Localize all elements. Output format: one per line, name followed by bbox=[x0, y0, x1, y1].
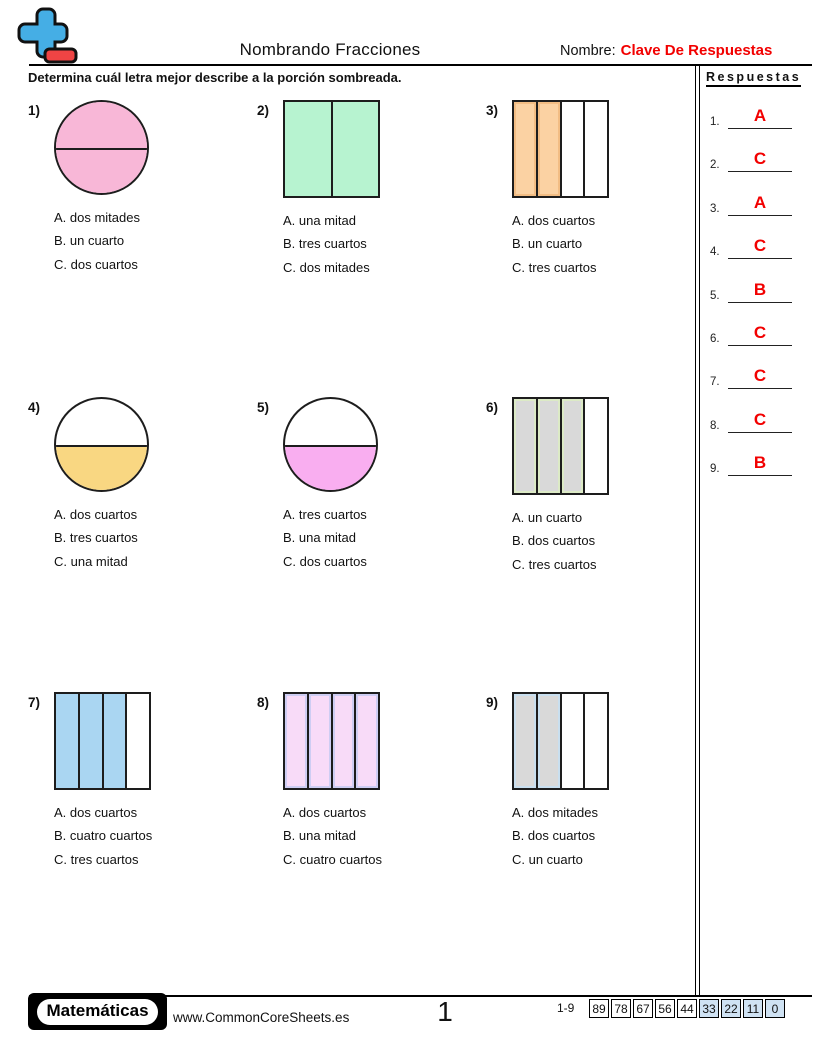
grid-cell-shaded bbox=[562, 399, 586, 493]
choice-c: C. dos cuartos bbox=[283, 553, 367, 569]
answer-row-8 bbox=[706, 403, 792, 433]
grid-cell-shaded bbox=[56, 694, 80, 788]
grid-shape bbox=[283, 692, 380, 790]
choice-c: C. dos mitades bbox=[283, 259, 370, 275]
choice-c: C. un cuarto bbox=[512, 851, 583, 867]
answer-rows bbox=[706, 99, 796, 519]
answer-line bbox=[728, 302, 792, 303]
choice-list bbox=[54, 801, 254, 871]
score-box: 22 bbox=[721, 999, 741, 1018]
problem-number: 8) bbox=[257, 695, 270, 710]
answer-number: 6. bbox=[710, 333, 720, 345]
choice-a: A. dos cuartos bbox=[283, 805, 367, 820]
circle-shape bbox=[54, 397, 149, 492]
answer-letter: C bbox=[753, 409, 767, 429]
answer-line bbox=[728, 432, 792, 433]
grid-cell-shaded bbox=[285, 694, 309, 788]
choice-c: C. tres cuartos bbox=[512, 556, 597, 572]
choice-c: C. cuatro cuartos bbox=[283, 851, 382, 867]
grid-shape bbox=[512, 692, 609, 790]
grid-cell-shaded bbox=[309, 694, 333, 788]
problem-number: 6) bbox=[486, 400, 499, 415]
fraction-shape-5 bbox=[283, 397, 382, 492]
score-box: 89 bbox=[589, 999, 609, 1018]
name-row bbox=[560, 42, 772, 59]
answer-line bbox=[728, 475, 792, 476]
choice-c: C. tres cuartos bbox=[54, 851, 139, 867]
answer-row-1 bbox=[706, 99, 792, 129]
grid-cell-shaded bbox=[333, 694, 357, 788]
choice-a: A. dos cuartos bbox=[54, 507, 138, 522]
answer-row-3 bbox=[706, 186, 792, 216]
problem-6 bbox=[486, 397, 712, 576]
problem-number: 1) bbox=[28, 103, 41, 118]
answer-letter: B bbox=[753, 279, 767, 299]
grid-shape bbox=[512, 100, 609, 198]
answer-letter: C bbox=[753, 323, 767, 342]
fraction-shape-4 bbox=[54, 397, 153, 492]
answer-line bbox=[728, 388, 792, 389]
choice-list bbox=[54, 503, 254, 573]
grid-cell-shaded bbox=[104, 694, 128, 788]
circle-shape bbox=[54, 100, 149, 195]
grid-cell-shaded bbox=[514, 694, 538, 788]
choice-c: C. tres cuartos bbox=[512, 259, 597, 275]
choice-a: A. dos mitades bbox=[512, 805, 598, 820]
problem-number: 3) bbox=[486, 103, 499, 118]
answer-letter: C bbox=[753, 236, 767, 256]
problem-7 bbox=[28, 692, 254, 871]
answer-number: 9. bbox=[710, 463, 720, 476]
grid-cell-shaded bbox=[538, 399, 562, 493]
instruction-text: Determina cuál letra mejor describe a la porción sombreada. bbox=[28, 70, 402, 85]
answer-number: 4. bbox=[710, 246, 720, 259]
score-box: 11 bbox=[743, 999, 763, 1018]
score-box: 0 bbox=[765, 999, 785, 1018]
choice-c: C. una mitad bbox=[54, 553, 128, 569]
choice-c: C. dos cuartos bbox=[54, 256, 138, 272]
name-label: Nombre: bbox=[560, 43, 616, 59]
choice-b: B. un cuarto bbox=[512, 236, 583, 252]
problem-5 bbox=[257, 397, 483, 573]
answer-row-4 bbox=[706, 229, 792, 259]
score-box: 56 bbox=[655, 999, 675, 1018]
problem-number: 4) bbox=[28, 400, 41, 415]
answer-row-5 bbox=[706, 273, 792, 303]
score-strip bbox=[589, 999, 785, 1018]
answer-number: 7. bbox=[710, 376, 720, 389]
answers-panel-title: Respuestas bbox=[706, 70, 801, 87]
problem-number: 2) bbox=[257, 103, 270, 118]
problem-number: 5) bbox=[257, 400, 270, 415]
top-half bbox=[285, 399, 376, 445]
answer-number: 1. bbox=[710, 116, 720, 128]
problem-1 bbox=[28, 100, 254, 276]
brand-label: Matemáticas bbox=[37, 999, 157, 1025]
choice-list bbox=[512, 801, 712, 871]
answer-letter: B bbox=[753, 453, 767, 473]
problem-9 bbox=[486, 692, 712, 871]
choice-b: B. un cuarto bbox=[54, 233, 125, 249]
grid-cell bbox=[585, 399, 607, 493]
website-url: www.CommonCoreSheets.es bbox=[173, 1010, 350, 1025]
answer-line bbox=[728, 215, 792, 216]
score-box: 33 bbox=[699, 999, 719, 1018]
choice-a: A. dos cuartos bbox=[54, 805, 138, 820]
fraction-shape-7 bbox=[54, 692, 153, 790]
grid-cell bbox=[562, 694, 586, 788]
fraction-shape-6 bbox=[512, 397, 611, 495]
grid-cell bbox=[585, 102, 607, 196]
choice-b: B. tres cuartos bbox=[54, 530, 138, 546]
score-box: 78 bbox=[611, 999, 631, 1018]
bottom-half-shaded bbox=[285, 445, 376, 491]
answer-letter: C bbox=[753, 149, 767, 169]
circle-shape bbox=[283, 397, 378, 492]
answer-row-7 bbox=[706, 359, 792, 389]
fraction-shape-8 bbox=[283, 692, 382, 790]
top-half-shaded bbox=[56, 102, 147, 148]
choice-list bbox=[512, 209, 712, 279]
grid-cell bbox=[127, 694, 149, 788]
grid-cell-shaded bbox=[538, 694, 562, 788]
answer-row-2 bbox=[706, 142, 792, 172]
problem-4 bbox=[28, 397, 254, 573]
answer-letter: A bbox=[753, 192, 767, 212]
answer-row-6 bbox=[706, 316, 792, 346]
answer-line bbox=[728, 258, 792, 259]
problem-number: 9) bbox=[486, 695, 499, 710]
choice-list bbox=[283, 209, 483, 279]
answer-key-label: Clave De Respuestas bbox=[620, 42, 773, 59]
page-number: 1 bbox=[437, 996, 453, 1027]
grid-cell-shaded bbox=[333, 102, 379, 196]
grid-shape bbox=[54, 692, 151, 790]
choice-list bbox=[283, 801, 483, 871]
choice-a: A. dos mitades bbox=[54, 210, 140, 225]
answer-line bbox=[728, 345, 792, 346]
score-box: 67 bbox=[633, 999, 653, 1018]
problem-number: 7) bbox=[28, 695, 41, 710]
plus-minus-logo-icon bbox=[15, 7, 79, 70]
fraction-shape-9 bbox=[512, 692, 611, 790]
choice-list bbox=[54, 206, 254, 276]
brand-badge bbox=[28, 993, 167, 1030]
choice-list bbox=[512, 506, 712, 576]
grid-cell-shaded bbox=[80, 694, 104, 788]
problem-3 bbox=[486, 100, 712, 279]
top-half bbox=[56, 399, 147, 445]
answer-line bbox=[728, 171, 792, 172]
fraction-shape-3 bbox=[512, 100, 611, 198]
answer-number: 3. bbox=[710, 202, 720, 215]
grid-cell-shaded bbox=[538, 102, 562, 196]
problem-8 bbox=[257, 692, 483, 871]
score-box: 44 bbox=[677, 999, 697, 1018]
choice-a: A. dos cuartos bbox=[512, 213, 596, 228]
answer-line bbox=[728, 128, 792, 129]
choice-b: B. una mitad bbox=[283, 828, 356, 844]
answer-letter: A bbox=[753, 106, 767, 125]
choice-b: B. dos cuartos bbox=[512, 828, 596, 844]
bottom-half-shaded bbox=[56, 445, 147, 491]
choice-a: A. un cuarto bbox=[512, 510, 583, 525]
choice-b: B. tres cuartos bbox=[283, 236, 367, 252]
problem-2 bbox=[257, 100, 483, 279]
grid-cell-shaded bbox=[514, 399, 538, 493]
grid-cell-shaded bbox=[285, 102, 333, 196]
choice-a: A. tres cuartos bbox=[283, 507, 367, 522]
grid-shape bbox=[283, 100, 380, 198]
grid-cell bbox=[562, 102, 586, 196]
grid-shape bbox=[512, 397, 609, 495]
page-title: Nombrando Fracciones bbox=[239, 40, 421, 59]
answer-number: 8. bbox=[710, 419, 720, 432]
grid-cell bbox=[585, 694, 607, 788]
choice-b: B. cuatro cuartos bbox=[54, 828, 153, 844]
choice-a: A. una mitad bbox=[283, 213, 356, 228]
answer-row-9 bbox=[706, 446, 792, 476]
bottom-half-shaded bbox=[56, 148, 147, 194]
answer-number: 5. bbox=[710, 289, 720, 302]
grid-cell-shaded bbox=[356, 694, 378, 788]
choice-b: B. dos cuartos bbox=[512, 533, 596, 549]
fraction-shape-2 bbox=[283, 100, 382, 198]
answer-number: 2. bbox=[710, 159, 720, 172]
answer-letter: C bbox=[753, 366, 767, 386]
score-range-label: 1-9 bbox=[557, 1001, 575, 1015]
grid-cell-shaded bbox=[514, 102, 538, 196]
answers-panel bbox=[706, 68, 802, 519]
choice-list bbox=[283, 503, 483, 573]
fraction-shape-1 bbox=[54, 100, 153, 195]
choice-b: B. una mitad bbox=[283, 530, 356, 546]
